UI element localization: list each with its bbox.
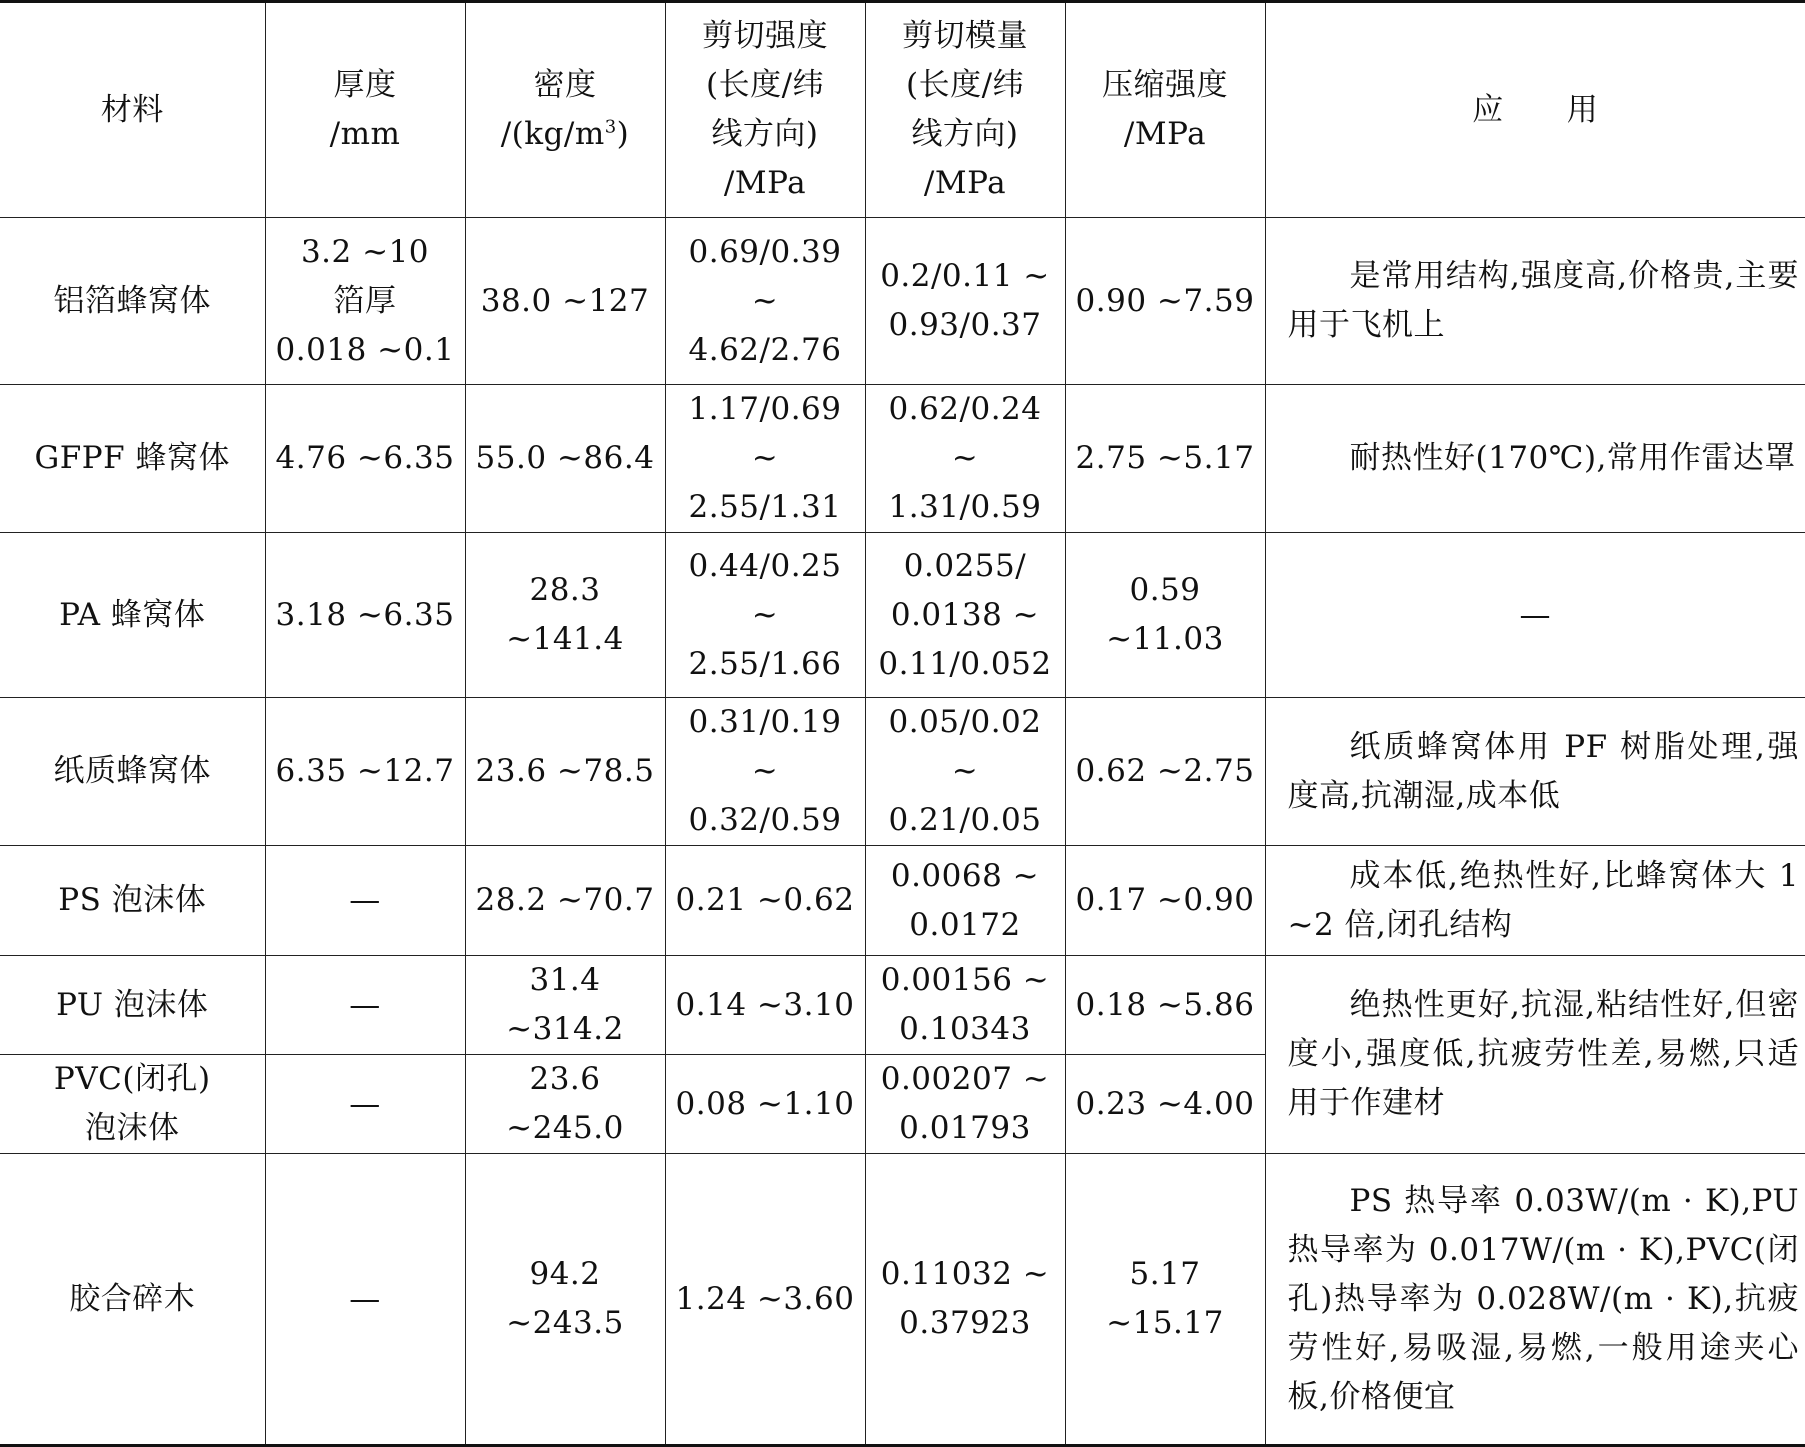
header-thickness-line: 厚度 (333, 67, 397, 103)
cell-line: 2.55/1.66 (688, 645, 842, 682)
cell-shear-modulus (865, 385, 1065, 533)
cell-line: 1.24 ~3.60 (675, 1280, 855, 1317)
cell-line: 0.00156 ~ (880, 962, 1050, 998)
header-compressive-line: 压缩强度 (1102, 67, 1228, 103)
cell-shear-modulus (865, 1154, 1065, 1446)
cell-line: 0.08 ~1.10 (675, 1085, 855, 1122)
cell-line: 28.2 ~70.7 (475, 882, 655, 918)
cell-thickness (265, 385, 465, 533)
cell-compressive (1065, 698, 1265, 846)
table-row (0, 385, 1805, 533)
cell-material (0, 218, 265, 385)
cell-line: PS 泡沫体 (58, 882, 207, 918)
cell-line: 0.93/0.37 (888, 307, 1042, 343)
cell-thickness (265, 218, 465, 385)
cell-density (465, 1154, 665, 1446)
header-material: 材料 (0, 2, 265, 218)
cell-line: 2.55/1.31 (688, 489, 842, 525)
cell-line: — (349, 1280, 381, 1317)
table-row (0, 698, 1805, 846)
cell-line: 0.59 ~11.03 (1106, 572, 1224, 657)
cell-material (0, 698, 265, 846)
cell-line: 0.0068 ~ (890, 857, 1040, 894)
header-density-line: 密度 (533, 67, 597, 103)
cell-line: 1.31/0.59 (888, 489, 1042, 525)
cell-density (465, 698, 665, 846)
cell-line: PA 蜂窝体 (59, 596, 206, 633)
cell-line: 4.76 ~6.35 (275, 440, 455, 476)
cell-line: 0.37923 (899, 1305, 1031, 1341)
cell-shear-modulus (865, 956, 1065, 1055)
cell-density (465, 218, 665, 385)
cell-density (465, 533, 665, 698)
header-shear-strength (665, 2, 865, 218)
header-compressive-line: /MPa (1123, 116, 1207, 152)
header-shear-modulus-line: 剪切模量 (902, 18, 1028, 54)
cell-line: 0.10343 (899, 1011, 1031, 1047)
table-row (0, 218, 1805, 385)
cell-line: 胶合碎木 (69, 1280, 196, 1317)
cell-material (0, 846, 265, 956)
cell-line: 5.17 ~15.17 (1106, 1256, 1224, 1341)
header-shear-modulus (865, 2, 1065, 218)
table-row (0, 533, 1805, 698)
cell-line: 泡沫体 (85, 1110, 180, 1146)
cell-line: 铝箔蜂窝体 (53, 282, 211, 319)
cell-line: 0.69/0.39 ~ (688, 233, 842, 319)
cell-application: 耐热性好(170℃),常用作雷达罩 (1265, 385, 1805, 533)
cell-thickness (265, 846, 465, 956)
cell-line: 0.11/0.052 (878, 645, 1052, 682)
header-shear-strength-line: /MPa (723, 165, 807, 201)
cell-compressive (1065, 956, 1265, 1055)
cell-line: 0.05/0.02 ~ (888, 704, 1042, 789)
cell-line: 28.3 ~141.4 (506, 572, 624, 657)
cell-line: 0.62/0.24 ~ (888, 391, 1042, 476)
cell-line: 0.0138 ~ (890, 596, 1040, 633)
cell-line: 6.35 ~12.7 (275, 753, 455, 789)
cell-compressive (1065, 218, 1265, 385)
cell-material (0, 956, 265, 1055)
header-shear-modulus-line: 线方向) (911, 116, 1019, 152)
cell-line: 3.18 ~6.35 (275, 596, 455, 633)
cell-line: 0.00207 ~ (880, 1061, 1050, 1097)
cell-compressive (1065, 533, 1265, 698)
header-shear-modulus-line: (长度/纬 (905, 67, 1025, 103)
cell-compressive (1065, 1055, 1265, 1154)
cell-shear-modulus (865, 218, 1065, 385)
cell-line: 94.2 ~243.5 (506, 1256, 624, 1341)
cell-line: 38.0 ~127 (480, 282, 650, 319)
header-row (0, 2, 1805, 218)
cell-line: 31.4 ~314.2 (506, 962, 624, 1047)
cell-application: PS 热导率 0.03W/(m · K),PU 热导率为 0.017W/(m · K),PVC(闭孔)热导率为 0.028W/(m · K),抗疲劳性好,易吸湿,易燃,一般用途夹心板,价格便宜 (1265, 1154, 1805, 1446)
cell-line: GFPF 蜂窝体 (34, 440, 230, 476)
cell-line: 0.18 ~5.86 (1075, 986, 1255, 1023)
cell-shear-modulus (865, 533, 1065, 698)
cell-line: 0.01793 (899, 1110, 1031, 1146)
cell-application: 绝热性更好,抗湿,粘结性好,但密度小,强度低,抗疲劳性差,易燃,只适用于作建材 (1265, 956, 1805, 1154)
cell-thickness (265, 698, 465, 846)
table-row (0, 846, 1805, 956)
cell-compressive (1065, 846, 1265, 956)
cell-density (465, 846, 665, 956)
density-unit-exponent: 3 (604, 116, 617, 138)
cell-application: 是常用结构,强度高,价格贵,主要用于飞机上 (1265, 218, 1805, 385)
cell-shear-strength (665, 385, 865, 533)
cell-application: — (1265, 533, 1805, 698)
cell-line: 0.14 ~3.10 (675, 986, 855, 1023)
cell-line: 0.17 ~0.90 (1075, 882, 1255, 918)
cell-line: 0.11032 ~ (880, 1256, 1050, 1292)
header-application: 应 用 (1265, 2, 1805, 218)
cell-compressive (1065, 1154, 1265, 1446)
table-row (0, 1154, 1805, 1446)
cell-line: 0.44/0.25 ~ (688, 547, 842, 633)
cell-material (0, 533, 265, 698)
cell-line: 0.62 ~2.75 (1075, 753, 1255, 789)
cell-shear-modulus (865, 846, 1065, 956)
cell-line: 0.0255/ (903, 547, 1027, 584)
cell-line: PVC(闭孔) (53, 1061, 211, 1097)
cell-line: 0.90 ~7.59 (1075, 282, 1255, 319)
cell-compressive (1065, 385, 1265, 533)
cell-application: 成本低,绝热性好,比蜂窝体大 1 ~2 倍,闭孔结构 (1265, 846, 1805, 956)
cell-thickness (265, 1055, 465, 1154)
cell-thickness (265, 956, 465, 1055)
cell-line: 1.17/0.69 ~ (688, 391, 842, 476)
header-shear-strength-line: (长度/纬 (705, 67, 825, 103)
cell-shear-strength (665, 218, 865, 385)
cell-line: 0.23 ~4.00 (1075, 1085, 1255, 1122)
cell-line: 0.018 ~0.1 (275, 331, 455, 368)
cell-line: 0.21 ~0.62 (675, 882, 855, 918)
cell-thickness (265, 533, 465, 698)
table-row (0, 956, 1805, 1055)
cell-shear-strength (665, 698, 865, 846)
cell-line: 箔厚 (333, 282, 397, 319)
cell-line: 纸质蜂窝体 (53, 753, 211, 789)
cell-thickness (265, 1154, 465, 1446)
cell-line: — (349, 1085, 381, 1122)
cell-density (465, 1055, 665, 1154)
cell-shear-modulus (865, 1055, 1065, 1154)
cell-line: 0.0172 (909, 906, 1021, 943)
cell-application: 纸质蜂窝体用 PF 树脂处理,强度高,抗潮湿,成本低 (1265, 698, 1805, 846)
cell-density (465, 956, 665, 1055)
cell-shear-strength (665, 956, 865, 1055)
cell-line: — (349, 882, 381, 918)
cell-line: 0.2/0.11 ~ (880, 258, 1050, 294)
cell-material (0, 1154, 265, 1446)
header-thickness-line: /mm (329, 116, 401, 152)
density-unit-prefix: /(kg/m (500, 116, 605, 152)
cell-shear-strength (665, 1055, 865, 1154)
cell-line: — (349, 986, 381, 1023)
cell-material (0, 385, 265, 533)
density-unit-suffix: ) (616, 116, 630, 152)
header-shear-modulus-line: /MPa (923, 165, 1007, 201)
cell-material (0, 1055, 265, 1154)
header-shear-strength-line: 线方向) (711, 116, 819, 152)
cell-line: PU 泡沫体 (56, 986, 209, 1023)
cell-shear-strength (665, 1154, 865, 1446)
header-density-unit (472, 110, 659, 159)
header-compressive-strength (1065, 2, 1265, 218)
header-density (465, 2, 665, 218)
cell-line: 23.6 ~245.0 (506, 1061, 624, 1146)
cell-line: 0.31/0.19 ~ (688, 704, 842, 789)
cell-line: 3.2 ~10 (300, 233, 430, 270)
header-thickness (265, 2, 465, 218)
cell-shear-modulus (865, 698, 1065, 846)
header-shear-strength-line: 剪切强度 (702, 18, 828, 54)
cell-line: 0.21/0.05 (888, 802, 1042, 838)
cell-line: 0.32/0.59 (688, 802, 842, 838)
cell-line: 4.62/2.76 (688, 331, 842, 368)
cell-density (465, 385, 665, 533)
cell-line: 23.6 ~78.5 (475, 753, 655, 789)
cell-shear-strength (665, 846, 865, 956)
cell-line: 55.0 ~86.4 (475, 440, 655, 476)
cell-line: 2.75 ~5.17 (1075, 440, 1255, 476)
cell-shear-strength (665, 533, 865, 698)
